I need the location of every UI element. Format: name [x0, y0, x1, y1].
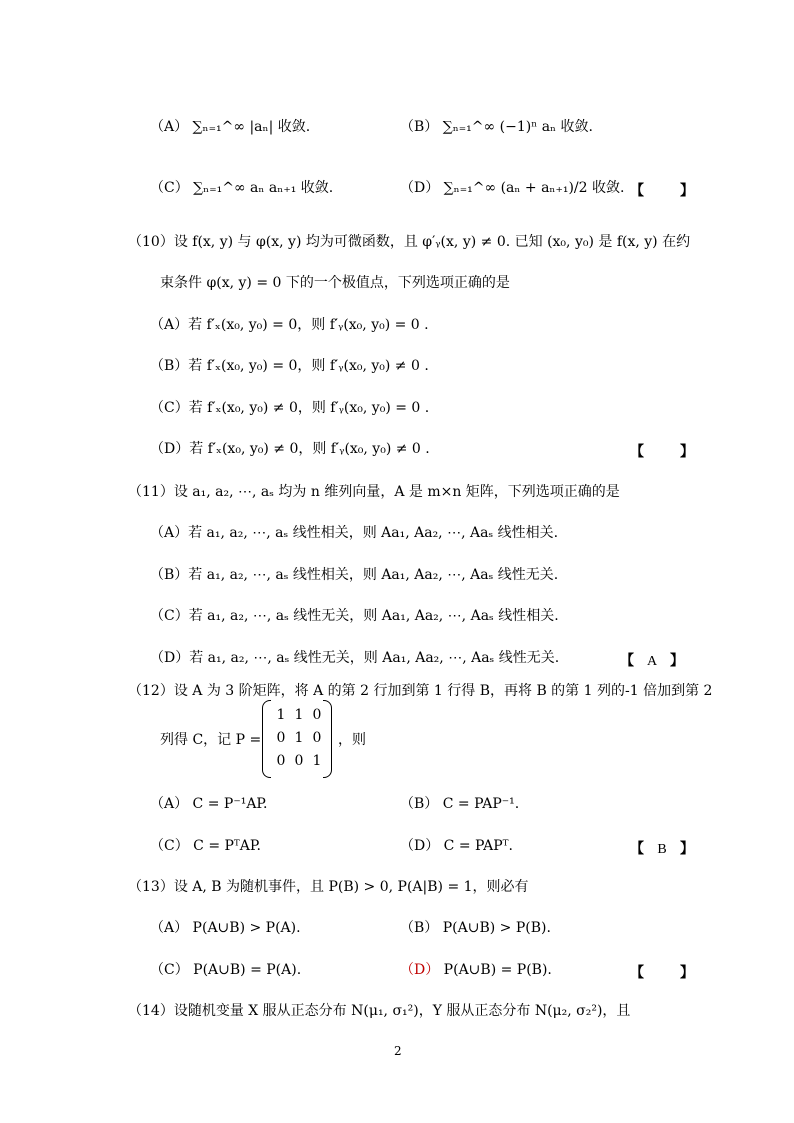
q12-option-c: （C） C = PᵀAP.	[150, 838, 261, 854]
matrix-left-paren	[262, 700, 271, 778]
q9-option-b: （B） ∑ₙ₌₁^∞ (−1)ⁿ aₙ 收敛.	[400, 119, 594, 135]
matrix-cell: 0	[276, 752, 286, 769]
q9-option-d: （D） ∑ₙ₌₁^∞ (aₙ + aₙ₊₁)/2 收敛.	[400, 180, 625, 196]
q9-option-c: （C） ∑ₙ₌₁^∞ aₙ aₙ₊₁ 收敛.	[150, 180, 334, 196]
q10-option-d: （D）若 f′ₓ(x₀, y₀) ≠ 0，则 f′ᵧ(x₀, y₀) ≠ 0 .	[150, 441, 430, 457]
q13-stem: （13）设 A, B 为随机事件，且 P(B) > 0, P(A|B) = 1，则必有	[128, 879, 529, 895]
q10-option-b: （B）若 f′ₓ(x₀, y₀) = 0，则 f′ᵧ(x₀, y₀) ≠ 0 .	[150, 358, 429, 374]
q11-option-c: （C）若 a₁, a₂, ⋯, aₛ 线性无关，则 Aa₁, Aa₂, ⋯, Aaₛ 线性相关.	[150, 608, 559, 624]
matrix-cell: 0	[312, 729, 322, 746]
q12-option-a: （A） C = P⁻¹AP.	[150, 796, 268, 812]
q13-option-a: （A） P(A∪B) > P(A).	[150, 920, 301, 936]
q14-stem: （14）设随机变量 X 服从正态分布 N(μ₁, σ₁²)，Y 服从正态分布 N(μ₂, σ₂²)，且	[128, 1003, 631, 1019]
q10-answer-bracket: 【 】	[630, 444, 694, 460]
q11-option-b: （B）若 a₁, a₂, ⋯, aₛ 线性相关，则 Aa₁, Aa₂, ⋯, Aaₛ 线性无关.	[150, 567, 559, 583]
q12-stem-line1: （12）设 A 为 3 阶矩阵，将 A 的第 2 行加到第 1 行得 B，再将 B 的第 1 列的-1 倍加到第 2	[128, 683, 713, 699]
matrix-cell: 1	[276, 706, 286, 723]
q10-stem-line1: （10）设 f(x, y) 与 φ(x, y) 均为可微函数，且 φ′ᵧ(x, y) ≠ 0. 已知 (x₀, y₀) 是 f(x, y) 在约	[128, 234, 691, 250]
q11-option-d: （D）若 a₁, a₂, ⋯, aₛ 线性无关，则 Aa₁, Aa₂, ⋯, Aaₛ 线性无关.	[150, 650, 560, 666]
matrix-cell: 1	[312, 752, 322, 769]
matrix-cell: 0	[294, 752, 304, 769]
q9-answer-bracket: 【 】	[630, 183, 694, 199]
matrix-cell: 0	[276, 729, 286, 746]
q12-stem-line2-post: ，则	[338, 732, 366, 748]
matrix-cell: 0	[312, 706, 322, 723]
matrix-body	[272, 703, 326, 772]
q13-option-d	[400, 963, 552, 977]
q10-option-a: （A）若 f′ₓ(x₀, y₀) = 0，则 f′ᵧ(x₀, y₀) = 0 .	[150, 317, 429, 333]
q13-option-d-text: P(A∪B) = P(B).	[439, 962, 552, 978]
matrix-cell: 1	[294, 729, 304, 746]
q12-matrix-p	[262, 700, 332, 776]
q10-stem-line2: 束条件 φ(x, y) = 0 下的一个极值点，下列选项正确的是	[160, 275, 510, 291]
q11-option-a: （A）若 a₁, a₂, ⋯, aₛ 线性相关，则 Aa₁, Aa₂, ⋯, Aaₛ 线性相关.	[150, 525, 559, 541]
q12-option-d: （D） C = PAPᵀ.	[400, 838, 514, 854]
q13-option-d-label: （D）	[400, 962, 440, 978]
q11-answer-bracket: 【 A 】	[620, 653, 684, 669]
q13-option-c: （C） P(A∪B) = P(A).	[150, 962, 302, 978]
q9-option-a: （A） ∑ₙ₌₁^∞ |aₙ| 收敛.	[150, 119, 311, 135]
q12-option-b: （B） C = PAP⁻¹.	[400, 796, 520, 812]
q11-stem: （11）设 a₁, a₂, ⋯, aₛ 均为 n 维列向量，A 是 m×n 矩阵，下列选项正确的是	[128, 484, 620, 500]
q13-answer-bracket: 【 】	[630, 965, 694, 981]
matrix-right-paren	[323, 700, 332, 778]
q12-answer-bracket: 【 B 】	[630, 841, 694, 857]
q12-stem-line2-pre: 列得 C，记 P =	[160, 732, 262, 748]
q10-option-c: （C）若 f′ₓ(x₀, y₀) ≠ 0，则 f′ᵧ(x₀, y₀) = 0 .	[150, 400, 430, 416]
page-number: 2	[394, 1044, 402, 1058]
q13-option-b: （B） P(A∪B) > P(B).	[400, 920, 551, 936]
matrix-cell: 1	[294, 706, 304, 723]
